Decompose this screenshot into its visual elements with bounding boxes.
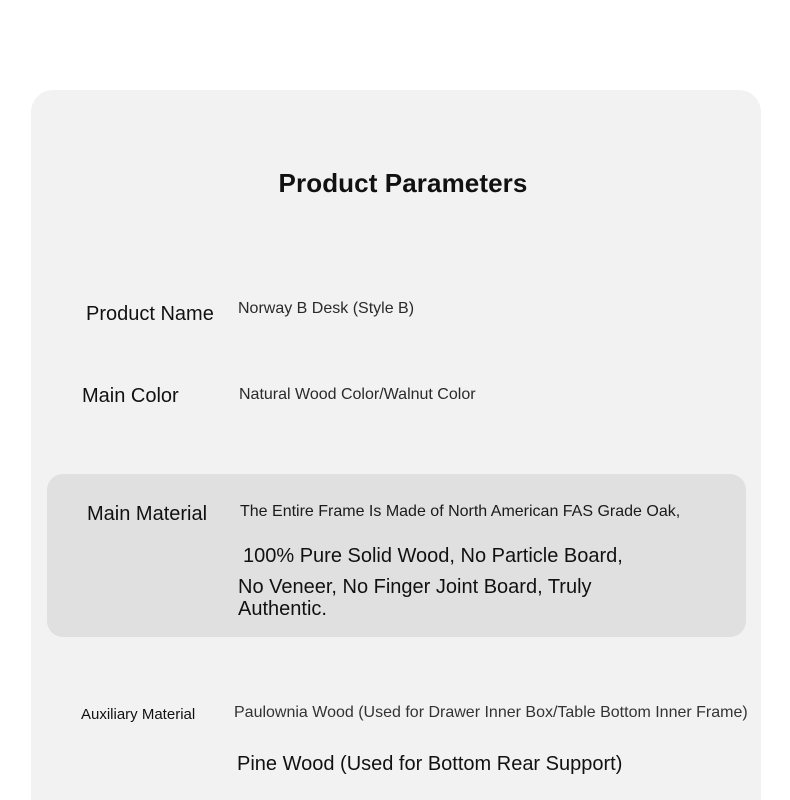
- auxiliary-material-line-2: Pine Wood (Used for Bottom Rear Support): [237, 753, 623, 775]
- main-material-line-1: The Entire Frame Is Made of North American FAS Grade Oak,: [240, 503, 681, 520]
- main-color-value: Natural Wood Color/Walnut Color: [239, 386, 476, 403]
- main-material-line-4: Authentic.: [238, 598, 327, 620]
- main-color-label: Main Color: [82, 385, 179, 407]
- product-name-value: Norway B Desk (Style B): [238, 300, 415, 317]
- page-title: Product Parameters: [278, 168, 528, 198]
- product-name-label: Product Name: [86, 303, 214, 325]
- main-material-line-2: 100% Pure Solid Wood, No Particle Board,: [243, 545, 623, 567]
- main-material-label: Main Material: [87, 503, 208, 525]
- auxiliary-material-label: Auxiliary Material: [81, 706, 196, 723]
- main-material-line-3: No Veneer, No Finger Joint Board, Truly: [238, 576, 592, 598]
- auxiliary-material-line-1: Paulownia Wood (Used for Drawer Inner Box/Table Bottom Inner Frame): [234, 704, 748, 721]
